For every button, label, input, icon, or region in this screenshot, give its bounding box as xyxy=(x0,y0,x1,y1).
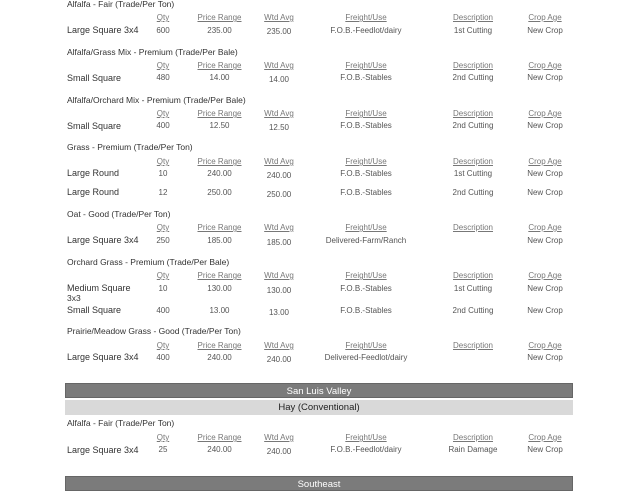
row-crop-age: New Crop xyxy=(527,73,563,82)
row-item: Large Square 3x4 xyxy=(67,352,139,362)
header-price-range: Price Range xyxy=(197,223,242,232)
row-qty: 400 xyxy=(156,121,170,130)
header-description: Description xyxy=(452,109,493,118)
row-qty: 10 xyxy=(158,284,168,293)
header-description: Description xyxy=(452,157,493,166)
header-price-range: Price Range xyxy=(197,13,242,22)
header-qty: Qty xyxy=(156,109,170,118)
row-crop-age: New Crop xyxy=(527,26,563,35)
row-description: 1st Cutting xyxy=(453,26,493,35)
header-description: Description xyxy=(452,223,493,232)
header-crop-age: Crop Age xyxy=(528,61,562,70)
header-qty: Qty xyxy=(156,271,170,280)
row-qty: 25 xyxy=(158,445,168,454)
header-description: Description xyxy=(452,341,493,350)
row-wtd-avg: 185.00 xyxy=(266,238,292,247)
header-crop-age: Crop Age xyxy=(528,109,562,118)
header-wtd-avg: Wtd Avg xyxy=(264,341,294,350)
row-price-range: 130.00 xyxy=(207,284,232,293)
row-crop-age: New Crop xyxy=(527,306,563,315)
header-wtd-avg: Wtd Avg xyxy=(264,223,294,232)
row-item: Small Square xyxy=(67,73,122,83)
row-description: 1st Cutting xyxy=(453,284,493,293)
row-item: Medium Square xyxy=(67,283,131,293)
row-wtd-avg: 130.00 xyxy=(266,286,292,295)
header-price-range: Price Range xyxy=(197,433,242,442)
row-freight-use: F.O.B.-Stables xyxy=(340,306,392,315)
row-crop-age: New Crop xyxy=(527,284,563,293)
header-crop-age: Crop Age xyxy=(528,13,562,22)
row-freight-use: Delivered-Farm/Ranch xyxy=(325,236,407,245)
header-qty: Qty xyxy=(156,433,170,442)
row-qty: 600 xyxy=(156,26,170,35)
row-qty: 400 xyxy=(156,353,170,362)
header-price-range: Price Range xyxy=(197,341,242,350)
row-price-range: 12.50 xyxy=(209,121,230,130)
region-band-san-luis-valley: San Luis Valley xyxy=(65,383,573,398)
row-price-range: 240.00 xyxy=(207,169,232,178)
section-title: Orchard Grass - Premium (Trade/Per Bale) xyxy=(67,257,230,267)
row-crop-age: New Crop xyxy=(527,353,563,362)
row-wtd-avg: 235.00 xyxy=(266,27,292,36)
header-wtd-avg: Wtd Avg xyxy=(264,61,294,70)
header-qty: Qty xyxy=(156,157,170,166)
row-price-range: 13.00 xyxy=(209,306,230,315)
row-freight-use: F.O.B.-Stables xyxy=(340,121,392,130)
row-wtd-avg: 14.00 xyxy=(268,75,290,84)
header-price-range: Price Range xyxy=(197,157,242,166)
header-price-range: Price Range xyxy=(197,109,242,118)
header-crop-age: Crop Age xyxy=(528,223,562,232)
row-freight-use: F.O.B.-Stables xyxy=(340,284,392,293)
category-band-hay-conventional: Hay (Conventional) xyxy=(65,400,573,415)
header-price-range: Price Range xyxy=(197,61,242,70)
header-description: Description xyxy=(452,61,493,70)
row-item: Large Square 3x4 xyxy=(67,445,139,455)
section-title: Alfalfa/Orchard Mix - Premium (Trade/Per Bale) xyxy=(67,95,246,105)
row-crop-age: New Crop xyxy=(527,121,563,130)
row-description: 1st Cutting xyxy=(453,169,493,178)
header-freight-use: Freight/Use xyxy=(345,271,387,280)
header-wtd-avg: Wtd Avg xyxy=(264,157,294,166)
header-freight-use: Freight/Use xyxy=(345,433,387,442)
header-crop-age: Crop Age xyxy=(528,271,562,280)
row-item-line2: 3x3 xyxy=(67,293,81,303)
row-wtd-avg: 13.00 xyxy=(268,308,290,317)
header-freight-use: Freight/Use xyxy=(345,223,387,232)
row-qty: 10 xyxy=(158,169,168,178)
section-title: Alfalfa - Fair (Trade/Per Ton) xyxy=(67,0,175,9)
row-price-range: 240.00 xyxy=(207,445,232,454)
row-price-range: 14.00 xyxy=(209,73,230,82)
row-qty: 12 xyxy=(158,188,168,197)
row-crop-age: New Crop xyxy=(527,169,563,178)
row-wtd-avg: 250.00 xyxy=(266,190,292,199)
header-freight-use: Freight/Use xyxy=(345,341,387,350)
row-price-range: 235.00 xyxy=(207,26,232,35)
row-freight-use: F.O.B.-Feedlot/dairy xyxy=(330,445,402,454)
section-title: Oat - Good (Trade/Per Ton) xyxy=(67,209,171,219)
header-qty: Qty xyxy=(156,13,170,22)
row-wtd-avg: 240.00 xyxy=(266,355,292,364)
section-title: Prairie/Meadow Grass - Good (Trade/Per Ton) xyxy=(67,326,241,336)
section-title: Alfalfa/Grass Mix - Premium (Trade/Per Bale) xyxy=(67,47,238,57)
section-title: Alfalfa - Fair (Trade/Per Ton) xyxy=(67,418,175,428)
row-item: Small Square xyxy=(67,305,122,315)
row-price-range: 240.00 xyxy=(207,353,232,362)
header-description: Description xyxy=(452,433,493,442)
row-qty: 250 xyxy=(156,236,170,245)
header-crop-age: Crop Age xyxy=(528,433,562,442)
header-wtd-avg: Wtd Avg xyxy=(264,13,294,22)
row-item: Large Round xyxy=(67,187,120,197)
row-wtd-avg: 12.50 xyxy=(268,123,290,132)
header-crop-age: Crop Age xyxy=(528,157,562,166)
row-wtd-avg: 240.00 xyxy=(266,447,292,456)
row-item: Large Round xyxy=(67,168,120,178)
header-qty: Qty xyxy=(156,223,170,232)
header-crop-age: Crop Age xyxy=(528,341,562,350)
row-description: 2nd Cutting xyxy=(452,306,494,315)
row-freight-use: Delivered-Feedlot/dairy xyxy=(324,353,408,362)
row-freight-use: F.O.B.-Stables xyxy=(340,188,392,197)
row-crop-age: New Crop xyxy=(527,236,563,245)
row-item: Large Square 3x4 xyxy=(67,235,139,245)
row-item: Small Square xyxy=(67,121,122,131)
region-band-southeast: Southeast xyxy=(65,476,573,491)
row-freight-use: F.O.B.-Feedlot/dairy xyxy=(330,26,402,35)
row-price-range: 250.00 xyxy=(207,188,232,197)
header-freight-use: Freight/Use xyxy=(345,61,387,70)
header-freight-use: Freight/Use xyxy=(345,157,387,166)
row-description: 2nd Cutting xyxy=(452,121,494,130)
section-title: Grass - Premium (Trade/Per Ton) xyxy=(67,142,193,152)
header-wtd-avg: Wtd Avg xyxy=(264,109,294,118)
header-wtd-avg: Wtd Avg xyxy=(264,433,294,442)
row-freight-use: F.O.B.-Stables xyxy=(340,169,392,178)
row-qty: 400 xyxy=(156,306,170,315)
header-freight-use: Freight/Use xyxy=(345,13,387,22)
row-crop-age: New Crop xyxy=(527,188,563,197)
header-qty: Qty xyxy=(156,341,170,350)
row-description: 2nd Cutting xyxy=(452,73,494,82)
row-qty: 480 xyxy=(156,73,170,82)
header-freight-use: Freight/Use xyxy=(345,109,387,118)
header-price-range: Price Range xyxy=(197,271,242,280)
row-crop-age: New Crop xyxy=(527,445,563,454)
row-description: 2nd Cutting xyxy=(452,188,494,197)
row-wtd-avg: 240.00 xyxy=(266,171,292,180)
header-description: Description xyxy=(452,271,493,280)
row-description: Rain Damage xyxy=(448,445,498,454)
row-price-range: 185.00 xyxy=(207,236,232,245)
header-description: Description xyxy=(452,13,493,22)
row-item: Large Square 3x4 xyxy=(67,25,139,35)
header-wtd-avg: Wtd Avg xyxy=(264,271,294,280)
row-freight-use: F.O.B.-Stables xyxy=(340,73,392,82)
header-qty: Qty xyxy=(156,61,170,70)
